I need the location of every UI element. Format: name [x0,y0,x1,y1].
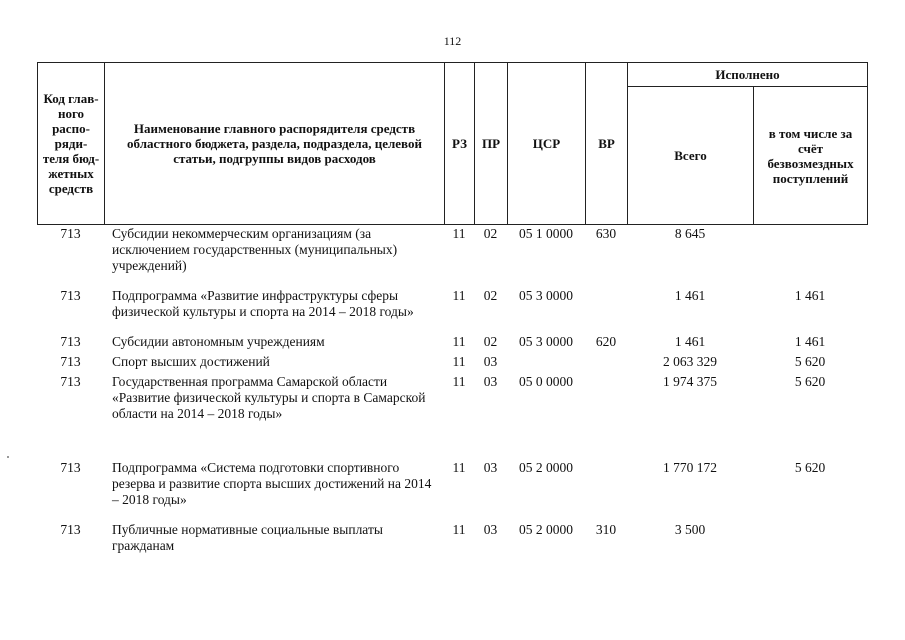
cell-vr [585,460,627,522]
header-executed: Исполнено [628,63,868,87]
cell-pr: 02 [483,334,498,349]
cell-rz: 11 [452,288,466,303]
cell-total: 1 461 [674,334,706,349]
table-row [37,522,867,554]
cell-rz: 11 [452,374,466,389]
cell-code: 713 [60,288,81,303]
cell-free: 5 620 [794,354,826,369]
cell-total: 1 770 172 [663,460,717,475]
cell-total: 8 645 [674,226,706,241]
cell-free: 1 461 [794,334,826,349]
cell-name: Публичные нормативные социальные выплаты гражданам [112,522,383,553]
cell-vr: 310 [595,522,617,537]
cell-pr: 03 [483,374,498,389]
cell-free: 5 620 [794,460,826,475]
table-row [37,288,867,334]
cell-name: Спорт высших достижений [112,354,270,369]
cell-pr: 03 [483,522,498,537]
header-csr: ЦСР [508,63,586,225]
table-row [37,374,867,460]
cell-code: 713 [60,334,81,349]
header-total: Всего [628,87,754,225]
cell-csr: 05 3 0000 [519,334,573,349]
cell-csr: 05 2 0000 [519,460,573,475]
cell-total: 1 974 375 [663,374,717,389]
header-pr: ПР [475,63,508,225]
cell-code: 713 [60,226,81,241]
cell-name: Государственная программа Самарской области «Развитие физической культуры и спорта в Самарской области на 2014 – 2018 годы» [112,374,426,421]
table-header [37,62,868,225]
scan-speck [7,456,9,458]
cell-total: 2 063 329 [663,354,717,369]
cell-name: Субсидии некоммерческим организациям (за исключением государственных (муниципальных) учреждений) [112,226,398,273]
cell-name: Подпрограмма «Система подготовки спортивного резерва и развитие спорта высших достижений на 2014 – 2018 годы» [112,460,432,507]
cell-pr: 03 [483,354,498,369]
cell-vr: 630 [595,226,617,241]
table-row [37,354,867,374]
cell-rz: 11 [452,334,466,349]
cell-name: Субсидии автономным учреждениям [112,334,325,349]
table-row [37,334,867,354]
cell-vr [585,354,627,374]
cell-pr: 02 [483,226,498,241]
header-name: Наименование главного распорядителя средств областного бюджета, раздела, подраздела, целевой статьи, подгруппы видов расходов [105,63,445,225]
cell-vr [585,374,627,460]
cell-csr: 05 2 0000 [519,522,573,537]
cell-name: Подпрограмма «Развитие инфраструктуры сферы физической культуры и спорта на 2014 – 2018 годы» [112,288,414,319]
cell-free [753,522,867,554]
table-row [37,226,867,288]
cell-csr: 05 3 0000 [519,288,573,303]
cell-vr [585,288,627,334]
cell-pr: 03 [483,460,498,475]
cell-csr: 05 1 0000 [519,226,573,241]
data-table [37,226,867,554]
cell-rz: 11 [452,460,466,475]
cell-csr [507,354,585,374]
cell-free: 1 461 [794,288,826,303]
cell-free [753,226,867,288]
cell-rz: 11 [452,522,466,537]
cell-vr: 620 [595,334,617,349]
cell-free: 5 620 [794,374,826,389]
cell-rz: 11 [452,354,466,369]
header-vr: ВР [586,63,628,225]
cell-total: 1 461 [674,288,706,303]
cell-code: 713 [60,354,81,369]
header-free: в том числе за счёт безвозмездных поступлений [754,87,868,225]
cell-code: 713 [60,460,81,475]
cell-pr: 02 [483,288,498,303]
cell-code: 713 [60,374,81,389]
page-number: 112 [443,34,462,48]
cell-code: 713 [60,522,81,537]
cell-csr: 05 0 0000 [519,374,573,389]
cell-total: 3 500 [674,522,706,537]
header-code: Код глав-ного распо-ряди-теля бюд-жетных средств [38,63,105,225]
table-row [37,460,867,522]
cell-rz: 11 [452,226,466,241]
header-rz: РЗ [445,63,475,225]
